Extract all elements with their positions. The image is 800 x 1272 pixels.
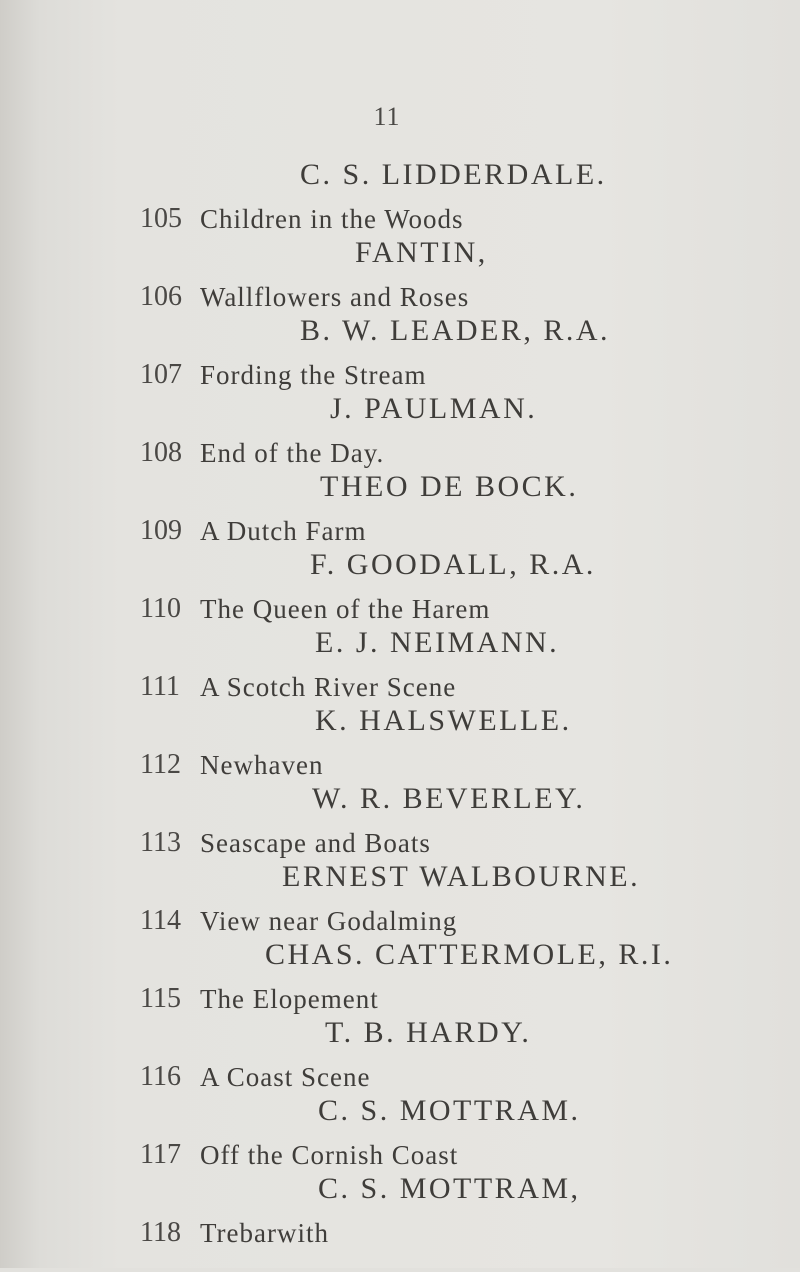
painting-title: Children in the Woods: [200, 204, 464, 234]
catalogue-number: 110: [140, 593, 181, 624]
catalogue-number: 117: [140, 1139, 181, 1170]
artist-name: F. GOODALL, R.A.: [310, 548, 596, 581]
catalogue-number: 107: [140, 359, 182, 390]
painting-title: A Coast Scene: [200, 1062, 371, 1092]
artist-name: C. S. MOTTRAM.: [318, 1094, 581, 1127]
artist-name: K. HALSWELLE.: [315, 704, 572, 737]
catalogue-number: 109: [140, 515, 182, 546]
painting-title: The Queen of the Harem: [200, 594, 491, 624]
catalogue-number: 108: [140, 437, 182, 468]
catalogue-number: 106: [140, 281, 182, 312]
catalogue-number: 105: [140, 203, 182, 234]
painting-title: A Scotch River Scene: [200, 672, 457, 702]
artist-name: FANTIN,: [355, 236, 488, 269]
painting-title: Trebarwith: [200, 1218, 329, 1248]
painting-title: Off the Cornish Coast: [200, 1140, 459, 1170]
painting-title: A Dutch Farm: [200, 516, 367, 546]
catalogue-number: 111: [140, 671, 180, 702]
painting-title: Seascape and Boats: [200, 828, 431, 858]
artist-name: B. W. LEADER, R.A.: [300, 314, 611, 347]
catalogue-number: 113: [140, 827, 181, 858]
painting-title: The Elopement: [200, 984, 379, 1014]
catalogue-number: 115: [140, 983, 181, 1014]
page-number: 11: [373, 102, 401, 131]
artist-name: J. PAULMAN.: [330, 392, 538, 425]
artist-name: C. S. LIDDERDALE.: [300, 158, 607, 191]
catalogue-entry: [0, 1172, 800, 1272]
painting-title: Wallflowers and Roses: [200, 282, 470, 312]
painting-title: End of the Day.: [200, 438, 385, 468]
artist-name: W. R. BEVERLEY.: [312, 782, 586, 815]
artist-name: E. J. NEIMANN.: [315, 626, 560, 659]
catalogue-number: 118: [140, 1217, 181, 1248]
catalogue-number: 114: [140, 905, 181, 936]
artist-name: THEO DE BOCK.: [320, 470, 579, 503]
artist-name: ERNEST WALBOURNE.: [282, 860, 641, 893]
catalogue-number: 116: [140, 1061, 181, 1092]
painting-title: Newhaven: [200, 750, 324, 780]
painting-title: View near Godalming: [200, 906, 458, 936]
artist-name: T. B. HARDY.: [325, 1016, 532, 1049]
artist-name: C. S. MOTTRAM,: [318, 1172, 581, 1205]
catalogue-number: 112: [140, 749, 181, 780]
painting-title: Fording the Stream: [200, 360, 427, 390]
artist-name: CHAS. CATTERMOLE, R.I.: [265, 938, 674, 971]
